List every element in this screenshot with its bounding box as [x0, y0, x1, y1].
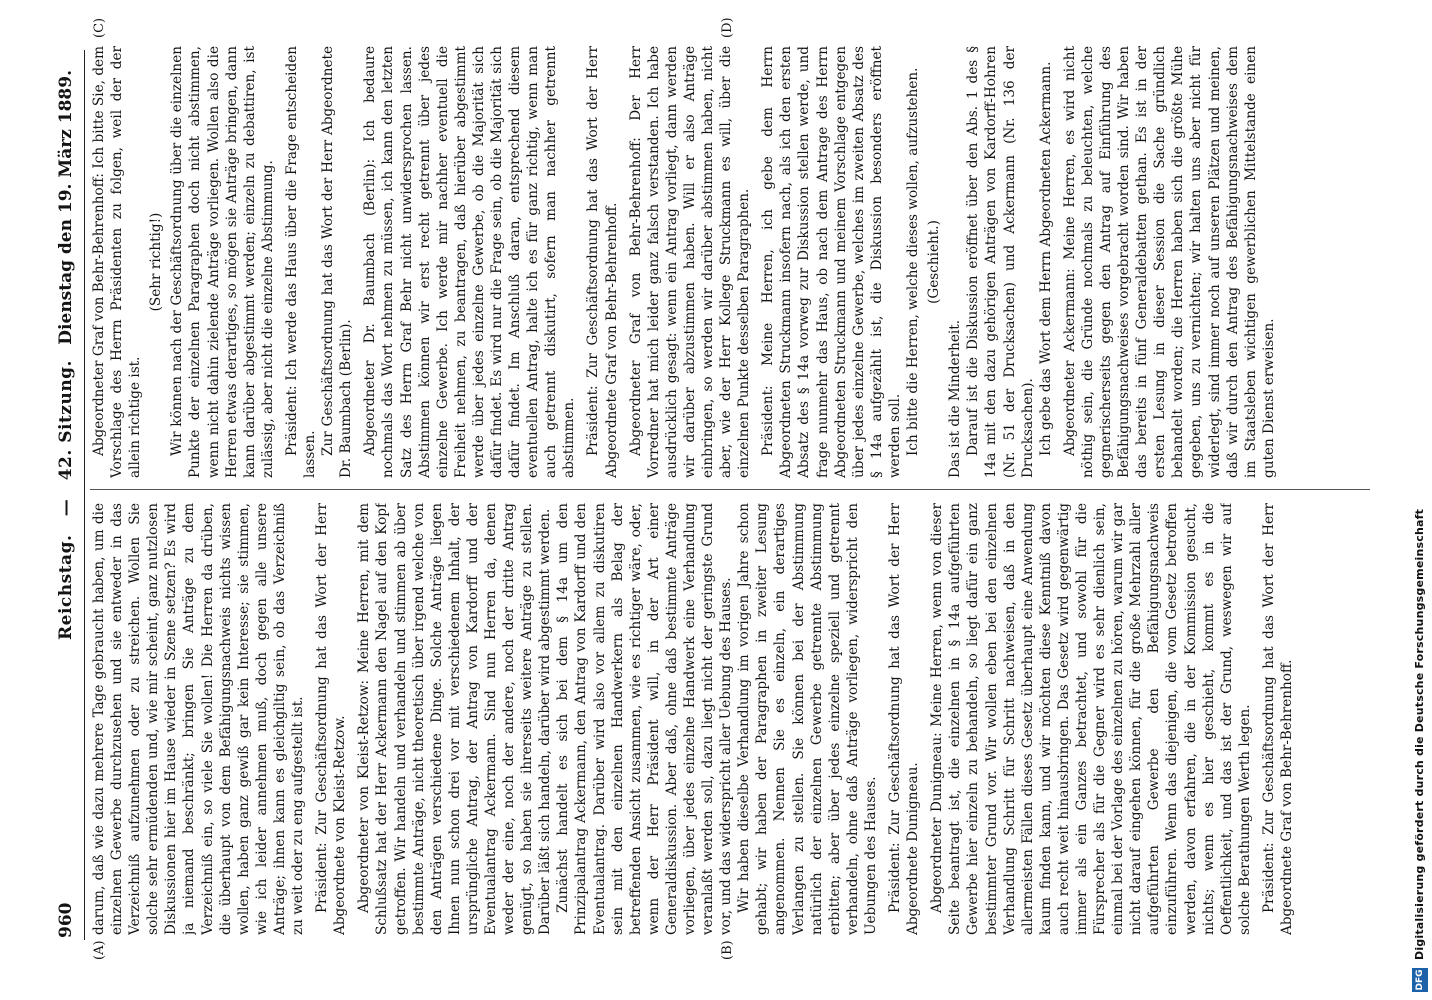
paragraph: Abgeordneter Dunigneau: Meine Herren, wenn von dieser Seite beantragt ist, die einzelnen in § 14a aufgeführten Gewerbe hier einzeln zu behandeln, so liegt dafür ein ganz bestimmter Grund vor. Wir wollen eben bei den einzelnen Verhandlung Schritt für Schritt nachweisen, daß in den allermeisten Fällen dieses Gesetz überhaupt eine Anwendung kaum finden kann, und wir möchten diese Kenntniß davon auch recht weit hinausbringen. Das Gesetz wird gegenwärtig immer als ein Ganzes betrachtet, und sowohl für die Fürsprecher als für die Gegner wird es sehr dienlich sein, einmal bei der Vorlage des einzelnen zu hören, warum wir gar nicht darauf eingehen können, für die große Mehrzahl aller aufgeführten Gewerbe den Befähigungsnachweis einzuführen. Wenn das diejenigen, die vom Gesetz betroffen werden, davon erfahren, die in der Kommission gesucht, nichts; wenn es hier geschieht, kommt es in die Oeffentlichkeit, und das ist der Grund, weswegen wir auf solche Berathungen Werth legen.	[929, 503, 1253, 935]
header-session: 42. Sitzung.	[56, 360, 76, 481]
paragraph: Abgeordneter Graf von Behr-Behrenhoff: Der Herr Vorredner hat mich leider ganz falsch verstanden. Ich habe ausdrücklich gesagt: wenn ein Antrag vorliegt, dann werden wir darüber abzustimmen haben. Will er also Anträge einbringen, so werden wir darüber abstimmen haben, nicht aber, wie der Herr Kollege Struckmann es will, über die einzelnen Punkte desselben Paragraphen.	[627, 46, 753, 478]
paragraph: Ich gebe das Wort dem Herrn Abgeordneten Ackermann.	[1037, 61, 1054, 456]
paragraph: Zunächst handelt es sich bei dem § 14a um den Prinzipalantrag Ackermann, den Antrag von Kardorff und den Eventualantrag. Darüber wird also vor allem zu diskutiren sein mit den einzelnen Handwerkern als Belag der betreffenden Ansicht zusammen, wie es richtiger wäre, oder, wenn der Herr Präsident will, in der Art einer Generaldiskussion. Aber daß, ohne daß bestimmte Anträge vorliegen, über jedes einzelne Handwerk eine Verhandlung veranlaßt werden soll, dazu liegt nicht der geringste Grund vor, und das widerspricht aller Uebung des Hauses.	[555, 503, 735, 935]
funding-note: Digitalisierung gefördert durch die Deutsche Forschungsgemeinschaft	[1413, 508, 1426, 960]
paragraph: Präsident: Ich werde das Haus über die Frage entscheiden lassen.	[283, 46, 319, 478]
paragraph: Wir können nach der Geschäftsordnung über die einzelnen Punkte der einzelnen Paragraphen doch nicht abstimmen, wenn nicht dahin zielende Anträge vorliegen. Wollen also die Herren etwas derartiges, so mögen sie Anträge bringen, dann kann darüber abgestimmt werden; einzeln zu debattiren, ist zulässig, aber nicht die einzelne Abstimmung.	[169, 46, 276, 478]
page-header	[52, 40, 82, 960]
footer	[1382, 0, 1432, 1000]
dfg-logo: DFG	[1412, 968, 1428, 992]
paragraph: Abgeordneter von Kleist-Retzow: Meine Herren, mit dem Schlußsatz hat der Herr Ackermann den Nagel auf den Kopf getroffen. Wir handeln und verhandeln und stimmen ab über bestimmte Anträge, nicht theoretisch über irgend welche von den Anträgen verschiedene Dinge. Solche Anträge liegen Ihnen nun schon drei vor mit verschiedenem Inhalt, der ursprüngliche Antrag, der Antrag von Kardorff und der Eventualantrag Ackermann. Sind nun Herren da, denen weder der eine, noch der andere, noch der dritte Antrag genügt, so haben sie ihrerseits weitere Anträge zu stellen. Darüber läßt sich handeln, darüber wird abgestimmt werden.	[356, 503, 554, 935]
header-rule	[84, 50, 85, 940]
header-date: Dienstag den 19. März 1889.	[56, 70, 76, 345]
paragraph: Darauf ist die Diskussion eröffnet über den Abs. 1 des § 14a mit den dazu gehörigen Anträgen von Kardorff-Hohren (Nr. 51 der Drucksachen) und Ackermann (Nr. 136 der Drucksachen).	[965, 46, 1036, 478]
paragraph: Präsident: Zur Geschäftsordnung hat das Wort der Herr Abgeordnete Graf von Behr-Behrenhoff.	[1260, 503, 1295, 935]
header-dash: —	[56, 498, 76, 517]
paragraph: Abgeordneter Dr. Baumbach (Berlin): Ich bedaure nochmals das Wort nehmen zu müssen, ich kann den letzten Satz des Herrn Graf Behr nicht unwidersprochen lassen. Abstimmen können wir erst recht getrennt über jedes einzelne Gewerbe. Ich werde mir nachher eventuell die Freiheit nehmen, zu beantragen, daß hierüber abgestimmt werde über jedes einzelne Gewerbe, ob die Majorität sich dafür findet. Es wird nur die Frage sein, ob die Majorität sich dafür findet. Im Anschluß daran, entsprechend diesem eventuellen Antrag, halte ich es für ganz richtig, wenn man auch getrennt diskutirt, sofern man nachher getrennt abstimmen.	[362, 46, 578, 478]
page-number: 960	[56, 902, 76, 938]
right-column	[90, 46, 1375, 478]
margin-letter-c: (C)	[92, 17, 107, 38]
paragraph: Präsident: Meine Herren, ich gebe dem Herrn Abgeordneten Struckmann insofern nach, als ich den ersten Absatz des § 14a vorweg zur Diskussion stellen werde, und frage nunmehr das Haus, ob nach dem Antrage des Herrn Abgeordneten Struckmann und meinem Vorschlage entgegen über jedes einzelne Gewerbe, welches im zweiten Absatz des § 14a aufgezählt ist, die Diskussion besonders eröffnet werden soll.	[760, 46, 903, 478]
interjection: (Geschieht.)	[926, 220, 943, 304]
header-publication: Reichstag.	[56, 534, 76, 640]
paragraph: Abgeordneter Graf von Behr-Behrenhoff: Ich bitte Sie, dem Vorschlage des Herrn Präsidenten zu folgen, weil der der allein richtige ist.	[91, 46, 144, 478]
paragraph: Präsident: Zur Geschäftsordnung hat das Wort der Herr Abgeordnete Graf von Behr-Behrenhoff.	[585, 46, 620, 478]
margin-letter-a: (A)	[92, 940, 107, 960]
paragraph: darum, daß wie dazu mehrere Tage gebraucht haben, um die einzelnen Gewerbe durchzusehen und sie entweder in das Verzeichniß aufzunehmen oder zu streichen. Wollen Sie solche sehr ermüdenden und, wie mir scheint, ganz nutzlosen Diskussionen hier im Hause wieder in Szene setzen? Es wird ja niemand beschränkt; bringen Sie Anträge zu dem Verzeichniß ein, so viele Sie wollen! Die Herren da drüben, die überhaupt von dem Befähigungsnachweis nichts wissen wollen, haben ganz gewiß gar kein Interesse; sie stimmen, wie ich leider annehmen muß, doch gegen alle unsere Anträge; ihnen kann es gleichgiltig sein, ob das Verzeichniß zu weit oder zu eng aufgestellt ist.	[91, 503, 307, 935]
paragraph: Präsident: Zur Geschäftsordnung hat das Wort der Herr Abgeordnete von Kleist-Retzow.	[314, 503, 349, 935]
paragraph: Abgeordneter Ackermann: Meine Herren, es wird nicht nöthig sein, die Gründe nochmals zu beleuchten, welche gegnerischerseits gegen den Antrag auf Einführung des Befähigungsnachweises vorgebracht worden sind. Wir haben das bereits in fünf Generaldebatten gethan. Es ist in der ersten Lesung in dieser Session die Sache gründlich behandelt worden; die Herren haben sich die größte Mühe gegeben, uns zu vernichten; wir halten uns aber nicht für widerlegt, sind immer noch auf unseren Plätzen und meinen, daß wir durch den Antrag des Befähigungsnachweises dem im Staatsleben wichtigen gewerblichen Mittelstande einen guten Dienst erweisen.	[1061, 46, 1277, 478]
interjection: (Sehr richtig!)	[148, 212, 165, 312]
paragraph: Zur Geschäftsordnung hat das Wort der Herr Abgeordnete Dr. Baumbach (Berlin).	[320, 46, 355, 478]
margin-letter-b: (B)	[720, 940, 735, 960]
column-divider	[90, 489, 1370, 490]
paragraph: Das ist die Minderheit.	[947, 319, 964, 478]
paragraph: Ich bitte die Herren, welche dieses wollen, aufzustehen.	[905, 67, 922, 456]
paragraph: Präsident: Zur Geschäftsordnung hat das Wort der Herr Abgeordnete Dunigneau.	[887, 503, 922, 935]
margin-letter-d: (D)	[720, 17, 735, 38]
left-column	[90, 503, 1375, 935]
paragraph: Wir haben dieselbe Verhandlung im vorigen Jahre schon gehabt; wir haben der Paragraphen in zweiter Lesung angenommen. Nennen Sie es einzeln, ein derartiges Verlangen zu stellen. Sie können bei der Abstimmung natürlich der einzelnen Gewerbe getrennte Abstimmung erbitten; aber über jedes einzelne speziell und getrennt verhandeln, ohne daß Anträge vorliegen, widerspricht den Uebungen des Hauses.	[736, 503, 879, 935]
